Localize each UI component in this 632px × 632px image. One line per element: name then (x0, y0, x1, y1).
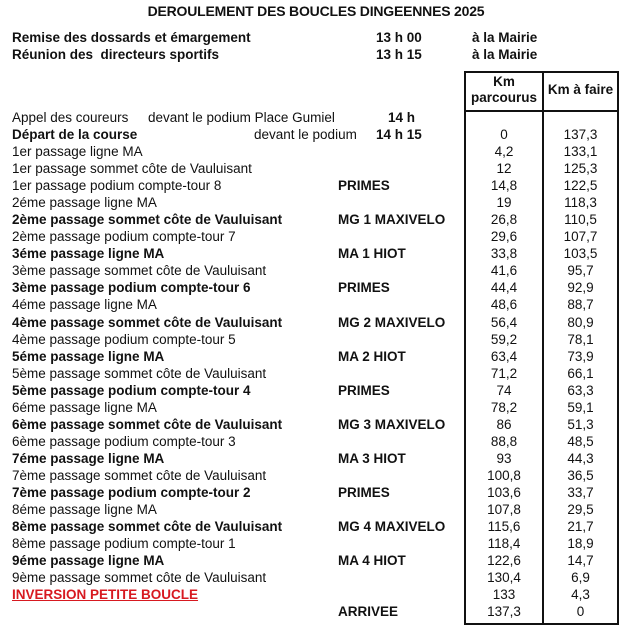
table-row (0, 552, 632, 569)
row-prime: PRIMES (338, 484, 390, 500)
row-km-done: 78,2 (490, 399, 518, 415)
row-label: 2ème passage podium compte-tour 7 (12, 229, 236, 245)
row-prime: MA 3 HIOT (338, 450, 406, 466)
row-label: 6ème passage sommet côte de Vauluisant (12, 416, 283, 432)
row-prime: MA 4 HIOT (338, 553, 406, 569)
row-label: 7ème passage sommet côte de Vauluisant (12, 467, 267, 483)
row-km-left: 88,7 (567, 297, 594, 313)
table-row (0, 467, 632, 484)
row-km-left: 66,1 (567, 365, 594, 381)
row-label: 9éme passage ligne MA (12, 553, 165, 569)
row-label: 6éme passage ligne MA (12, 399, 157, 415)
row-km-left: 110,5 (564, 212, 597, 228)
header-event-place: à la Mairie (472, 47, 538, 62)
table-row (0, 279, 632, 296)
row-prime: PRIMES (338, 382, 390, 398)
header-event-place: à la Mairie (472, 30, 538, 45)
table-row (0, 416, 632, 433)
row-label: 8ème passage podium compte-tour 1 (12, 536, 236, 552)
table-row (0, 314, 632, 331)
row-km-done: 26,8 (490, 212, 518, 228)
row-km-done: 56,4 (490, 314, 518, 330)
row-label: 7éme passage ligne MA (12, 450, 165, 466)
header-event-time: 13 h 00 (376, 30, 422, 45)
row-km-done: 93 (496, 450, 512, 466)
row-km-left: 133,1 (563, 144, 598, 160)
row-km-left: 33,7 (567, 484, 594, 500)
row-label: 8éme passage ligne MA (12, 502, 157, 518)
row-km-left: 92,9 (567, 280, 594, 296)
table-row (0, 382, 632, 399)
row-km-done: 103,6 (487, 484, 521, 500)
row-km-left: 125,3 (563, 161, 598, 177)
row-prime: MA 2 HIOT (338, 348, 406, 364)
table-row (0, 433, 632, 450)
row-km-left: 18,9 (567, 536, 594, 552)
table-row (0, 501, 632, 518)
row-km-left: 44,3 (567, 450, 594, 466)
row-label: 3éme passage ligne MA (12, 246, 165, 262)
row-km-done: 29,6 (490, 229, 518, 245)
row-km-left: 6,9 (571, 570, 590, 586)
row-prime: MG 2 MAXIVELO (338, 314, 446, 330)
table-row (0, 126, 632, 143)
header-event-row (12, 29, 612, 46)
row-km-left: 51,3 (567, 416, 594, 432)
table-row (0, 245, 632, 262)
table-row (0, 484, 632, 501)
row-km-done: 4,2 (494, 144, 514, 160)
row-prime: MG 1 MAXIVELO (338, 212, 446, 228)
row-km-left: 78,1 (567, 331, 594, 347)
row-km-done: 41,6 (490, 263, 518, 279)
row-km-left: 48,5 (567, 433, 594, 449)
table-row (0, 143, 632, 160)
header-event-time: 13 h 15 (376, 47, 422, 62)
row-label: 9ème passage sommet côte de Vauluisant (12, 570, 267, 586)
row-km-left: 122,5 (563, 178, 598, 194)
row-label: 1er passage ligne MA (12, 144, 143, 160)
row-km-done: 59,2 (490, 331, 518, 347)
table-row (0, 228, 632, 245)
table-row (0, 160, 632, 177)
table-row (0, 262, 632, 279)
schedule-rows (0, 126, 632, 620)
header-event-row (12, 46, 612, 63)
row-label: 8ème passage sommet côte de Vauluisant (12, 519, 283, 535)
row-km-done: 100,8 (487, 467, 521, 483)
row-km-done: 137,3 (487, 604, 521, 620)
appel-location: devant le podium Place Gumiel (148, 110, 335, 125)
appel-row (12, 109, 462, 126)
row-label: 2ème passage sommet côte de Vauluisant (12, 212, 283, 228)
row-label: 6ème passage podium compte-tour 3 (12, 433, 236, 449)
column-header-km-done (466, 74, 542, 106)
row-km-done: 48,6 (490, 297, 518, 313)
row-km-done: 0 (500, 127, 508, 142)
header-event-label: Remise des dossards et émargement (12, 30, 251, 45)
row-label: INVERSION PETITE BOUCLE (12, 587, 199, 603)
row-km-left: 118,3 (564, 195, 597, 211)
row-km-done: 33,8 (490, 246, 518, 262)
row-km-done: 44,4 (490, 280, 518, 296)
row-prime: MA 1 HIOT (338, 246, 406, 262)
appel-time: 14 h (388, 110, 416, 125)
row-label: 1er passage sommet côte de Vauluisant (12, 161, 252, 177)
table-row (0, 365, 632, 382)
row-location: devant le podium (254, 127, 357, 142)
row-km-done: 133 (492, 587, 516, 603)
table-row (0, 586, 632, 603)
table-row (0, 569, 632, 586)
table-row (0, 603, 632, 620)
row-km-left: 95,7 (567, 263, 594, 279)
row-label: 2éme passage ligne MA (12, 195, 157, 211)
row-km-done: 115,6 (487, 519, 521, 535)
row-label: 4ème passage podium compte-tour 5 (12, 331, 236, 347)
row-km-done: 19 (496, 195, 512, 211)
row-km-done: 122,6 (487, 553, 521, 569)
row-label: 3ème passage sommet côte de Vauluisant (12, 263, 267, 279)
row-km-left: 36,5 (567, 467, 594, 483)
table-row (0, 211, 632, 228)
appel-label: Appel des coureurs (12, 110, 129, 125)
row-prime: PRIMES (338, 280, 390, 296)
row-km-done: 130,4 (487, 570, 521, 586)
row-label: 5ème passage podium compte-tour 4 (12, 382, 251, 398)
row-km-done: 12 (496, 161, 512, 177)
row-km-done: 74 (496, 382, 512, 398)
row-km-done: 107,8 (487, 502, 521, 518)
row-km-left: 4,3 (571, 587, 590, 603)
column-header-km-done-line2: parcourus (470, 90, 538, 105)
row-km-done: 118,4 (487, 536, 521, 552)
table-row (0, 331, 632, 348)
row-label: 4ème passage sommet côte de Vauluisant (12, 314, 283, 330)
row-km-done: 86 (496, 416, 512, 432)
row-km-left: 29,5 (567, 502, 594, 518)
table-row (0, 450, 632, 467)
page-title: DEROULEMENT DES BOUCLES DINGEENNES 2025 (147, 3, 485, 19)
table-row (0, 194, 632, 211)
row-km-done: 63,4 (490, 348, 518, 364)
row-km-left: 80,9 (567, 314, 594, 330)
row-label: 3ème passage podium compte-tour 6 (12, 280, 251, 296)
table-row (0, 399, 632, 416)
table-row (0, 518, 632, 535)
row-km-done: 71,2 (490, 365, 518, 381)
row-label: 7ème passage podium compte-tour 2 (12, 484, 251, 500)
row-prime: ARRIVEE (338, 604, 399, 620)
row-km-done: 14,8 (490, 178, 518, 194)
row-prime: PRIMES (338, 178, 390, 194)
column-header-km-done-line1: Km (493, 74, 515, 89)
row-label: Départ de la course (12, 127, 138, 142)
km-table-header-divider (464, 110, 619, 112)
row-km-left: 73,9 (567, 348, 594, 364)
row-km-left: 59,1 (567, 399, 594, 415)
row-km-left: 137,3 (563, 127, 598, 142)
row-km-left: 21,7 (567, 519, 594, 535)
row-label: 5éme passage ligne MA (12, 348, 165, 364)
row-label: 1er passage podium compte-tour 8 (12, 178, 222, 194)
row-km-left: 0 (576, 604, 585, 620)
column-header-km-left: Km à faire (547, 82, 614, 97)
row-label: 5ème passage sommet côte de Vauluisant (12, 365, 267, 381)
row-time: 14 h 15 (376, 127, 422, 142)
table-row (0, 535, 632, 552)
row-prime: MG 4 MAXIVELO (338, 519, 446, 535)
table-row (0, 177, 632, 194)
row-km-left: 107,7 (563, 229, 598, 245)
row-km-done: 88,8 (490, 433, 518, 449)
table-row (0, 296, 632, 313)
row-prime: MG 3 MAXIVELO (338, 416, 446, 432)
table-row (0, 348, 632, 365)
row-km-left: 63,3 (567, 382, 594, 398)
row-km-left: 103,5 (563, 246, 598, 262)
header-event-label: Réunion des directeurs sportifs (12, 47, 220, 62)
row-km-left: 14,7 (567, 553, 594, 569)
row-label: 4éme passage ligne MA (12, 297, 157, 313)
